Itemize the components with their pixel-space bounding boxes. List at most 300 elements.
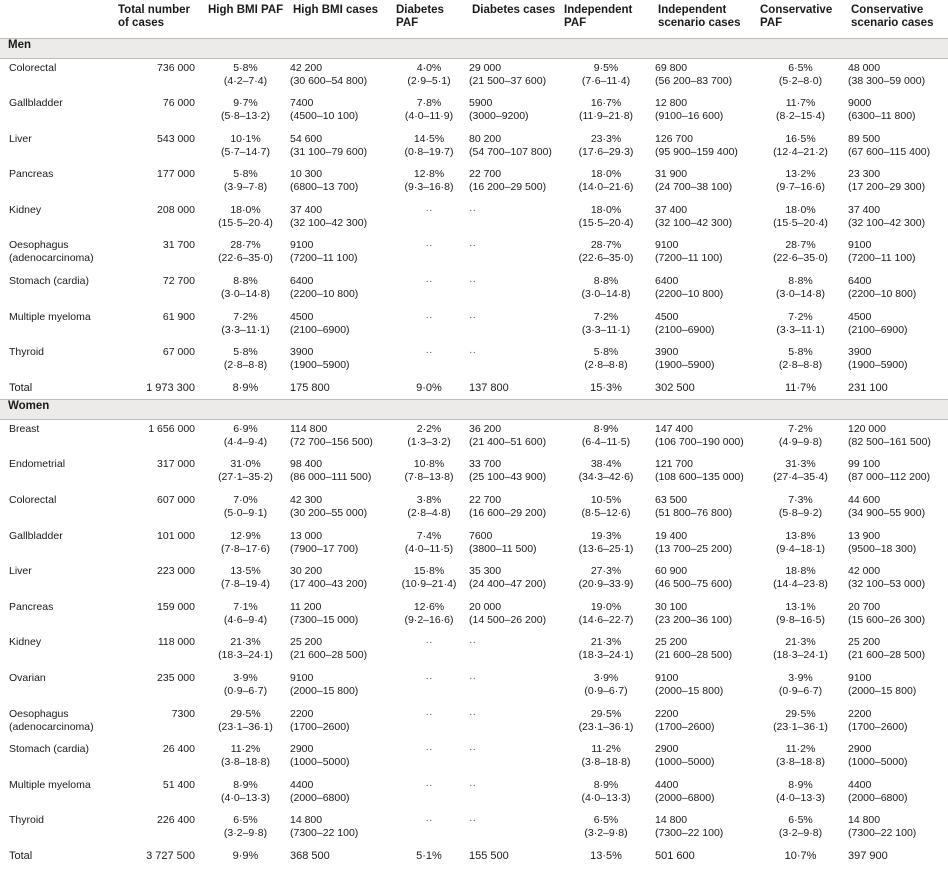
independent-cases-cell	[653, 669, 755, 705]
high-bmi-cases-cell	[288, 343, 391, 379]
header-independent-paf: Independent PAF	[564, 4, 633, 29]
total-cases-value: 543 000	[157, 132, 195, 145]
conservative-paf-value: 31·3%	[785, 458, 816, 471]
conservative-cases-value: 9100	[848, 672, 872, 684]
cancer-name-cell	[0, 527, 113, 563]
diabetes-paf-value: ··	[425, 672, 433, 684]
diabetes-cases-ci: (25 100–43 900)	[469, 471, 547, 484]
diabetes-paf-cell	[391, 201, 467, 237]
table-row	[0, 740, 948, 776]
conservative-cases-cell	[846, 343, 948, 379]
diabetes-cases-cell	[467, 308, 559, 344]
conservative-cases-ci: (2000–6800)	[848, 791, 908, 804]
cancer-name: Ovarian	[9, 672, 46, 684]
diabetes-cases-value: 36 200	[469, 423, 502, 436]
independent-cases-ci: (106 700–190 000)	[655, 436, 744, 449]
diabetes-cases-ci: (24 400–47 200)	[469, 578, 547, 591]
independent-cases-cell	[653, 776, 755, 812]
high-bmi-paf-cell	[203, 420, 288, 456]
independent-paf-value: 16·7%	[590, 97, 622, 110]
conservative-paf-ci: (5·2–8·0)	[778, 75, 823, 87]
diabetes-cases-value: ··	[469, 672, 476, 684]
independent-cases-value: 9100	[655, 672, 679, 684]
independent-cases-value: 4400	[655, 778, 679, 791]
total-cases-value: 226 400	[157, 814, 195, 827]
total-cases-value: 67 000	[162, 346, 195, 359]
conservative-paf-cell	[755, 633, 846, 669]
high-bmi-cases-cell	[288, 94, 391, 130]
conservative-paf-value: 28·7%	[785, 239, 816, 252]
total-independent-paf: 15·3%	[590, 381, 622, 394]
diabetes-cases-cell	[467, 455, 559, 491]
independent-cases-cell	[653, 562, 755, 598]
independent-paf-cell	[559, 308, 653, 344]
high-bmi-cases-cell	[288, 562, 391, 598]
high-bmi-paf-ci: (22·6–35·0)	[218, 252, 273, 265]
high-bmi-paf-ci: (7·8–17·6)	[220, 542, 271, 555]
diabetes-paf-value: 3·8%	[416, 494, 442, 507]
total-high-bmi-paf: 9·9%	[232, 849, 259, 862]
high-bmi-cases-cell	[288, 420, 391, 456]
high-bmi-cases-value: 98 400	[290, 458, 323, 471]
independent-cases-value: 4500	[655, 310, 679, 323]
diabetes-cases-cell	[467, 705, 559, 741]
high-bmi-paf-value: 8·8%	[233, 275, 258, 288]
total-cases-cell	[113, 491, 203, 527]
high-bmi-paf-cell	[203, 201, 288, 237]
total-cases-value: 26 400	[162, 743, 195, 756]
independent-cases-value: 3900	[655, 346, 679, 359]
high-bmi-cases-value: 4400	[290, 778, 314, 791]
total-diabetes-paf: 5·1%	[416, 849, 442, 862]
diabetes-paf-value: 15·8%	[413, 565, 445, 578]
high-bmi-paf-ci: (3·3–11·1)	[221, 323, 270, 336]
high-bmi-cases-cell	[288, 811, 391, 847]
high-bmi-cases-cell	[288, 633, 391, 669]
high-bmi-paf-ci: (3·9–7·8)	[223, 181, 268, 194]
independent-cases-cell	[653, 343, 755, 379]
diabetes-cases-cell	[467, 598, 559, 634]
independent-cases-cell	[653, 308, 755, 344]
total-cases-cell	[113, 201, 203, 237]
diabetes-cases-value: 80 200	[469, 132, 502, 145]
high-bmi-cases-value: 2200	[290, 707, 314, 720]
high-bmi-paf-value: 5·8%	[233, 62, 258, 74]
header-cancer	[0, 0, 113, 39]
high-bmi-cases-cell	[288, 669, 391, 705]
high-bmi-cases-cell	[288, 201, 391, 237]
conservative-cases-value: 89 500	[848, 132, 881, 145]
independent-cases-cell	[653, 705, 755, 741]
cancer-name: Oesophagus	[9, 239, 69, 252]
independent-paf-ci: (34·3–42·6)	[578, 471, 634, 484]
high-bmi-paf-value: 10·1%	[230, 132, 261, 145]
independent-cases-ci: (24 700–38 100)	[655, 181, 733, 194]
diabetes-cases-cell	[467, 633, 559, 669]
independent-cases-value: 12 800	[655, 97, 688, 110]
independent-cases-ci: (95 900–159 400)	[655, 145, 738, 158]
total-cases-value: 61 900	[162, 310, 195, 323]
conservative-cases-cell	[846, 598, 948, 634]
conservative-cases-value: 44 600	[848, 494, 881, 507]
cancer-name-cell	[0, 776, 113, 812]
diabetes-cases-value: ··	[469, 275, 476, 288]
cancer-name-cell	[0, 308, 113, 344]
independent-cases-cell	[653, 272, 755, 308]
total-conservative-paf: 11·7%	[785, 381, 816, 394]
high-bmi-cases-ci: (32 100–42 300)	[290, 216, 368, 229]
high-bmi-paf-value: 31·0%	[230, 458, 261, 471]
independent-paf-ci: (8·5–12·6)	[581, 507, 631, 520]
diabetes-cases-value: 29 000	[469, 62, 502, 74]
independent-paf-ci: (3·8–18·8)	[581, 756, 631, 769]
independent-cases-ci: (56 200–83 700)	[655, 75, 733, 87]
independent-paf-value: 9·5%	[593, 62, 619, 74]
diabetes-cases-value: 35 300	[469, 565, 502, 578]
high-bmi-paf-cell	[203, 130, 288, 166]
high-bmi-paf-value: 13·5%	[230, 565, 261, 578]
conservative-paf-value: 11·2%	[785, 743, 816, 756]
high-bmi-paf-cell	[203, 740, 288, 776]
conservative-cases-ci: (67 600–115 400)	[848, 145, 931, 158]
independent-paf-cell	[559, 165, 653, 201]
conservative-cases-cell	[846, 201, 948, 237]
table-row	[0, 811, 948, 847]
high-bmi-paf-cell	[203, 633, 288, 669]
conservative-cases-value: 120 000	[848, 423, 886, 436]
diabetes-paf-ci: (2·8–4·8)	[407, 507, 451, 520]
conservative-cases-cell	[846, 669, 948, 705]
independent-cases-ci: (21 600–28 500)	[655, 649, 733, 662]
total-cases-cell	[113, 420, 203, 456]
diabetes-cases-cell	[467, 59, 559, 95]
cancer-name-cell	[0, 811, 113, 847]
diabetes-paf-ci: (0·8–19·7)	[404, 145, 454, 158]
conservative-paf-cell	[755, 491, 846, 527]
diabetes-cases-value: ··	[469, 778, 476, 791]
independent-paf-ci: (2·8–8·8)	[584, 359, 628, 372]
conservative-paf-cell	[755, 308, 846, 344]
cancer-name: Colorectal	[9, 494, 57, 507]
high-bmi-cases-value: 54 600	[290, 132, 323, 145]
high-bmi-cases-value: 42 300	[290, 494, 323, 507]
diabetes-paf-cell	[391, 130, 467, 166]
independent-paf-cell	[559, 669, 653, 705]
high-bmi-paf-cell	[203, 669, 288, 705]
conservative-cases-ci: (1900–5900)	[848, 359, 908, 372]
cancer-name: Multiple myeloma	[9, 310, 91, 323]
conservative-cases-ci: (6300–11 800)	[848, 110, 916, 123]
diabetes-paf-ci: (7·8–13·8)	[404, 471, 454, 484]
diabetes-paf-ci: (1·3–3·2)	[407, 436, 451, 449]
conservative-cases-value: 9000	[848, 97, 872, 110]
conservative-cases-value: 2200	[848, 707, 872, 720]
conservative-paf-ci: (3·0–14·8)	[775, 288, 826, 301]
total-total-cases: 1 973 300	[146, 381, 195, 394]
independent-paf-ci: (14·6–22·7)	[578, 613, 634, 626]
diabetes-paf-value: ··	[425, 203, 433, 216]
total-cases-cell	[113, 598, 203, 634]
conservative-paf-value: 11·7%	[785, 97, 816, 110]
conservative-cases-ci: (9500–18 300)	[848, 542, 917, 555]
independent-cases-value: 2900	[655, 743, 679, 756]
diabetes-paf-cell	[391, 455, 467, 491]
high-bmi-paf-cell	[203, 236, 288, 272]
diabetes-paf-cell	[391, 705, 467, 741]
cancer-name-cell	[0, 455, 113, 491]
header-diabetes-paf: Diabetes PAF	[396, 4, 444, 29]
independent-paf-ci: (15·5–20·4)	[578, 216, 634, 229]
high-bmi-paf-ci: (27·1–35·2)	[218, 471, 273, 484]
diabetes-paf-cell	[391, 94, 467, 130]
cancer-name: Thyroid	[9, 346, 45, 359]
total-independent-cases: 501 600	[655, 849, 695, 862]
high-bmi-cases-cell	[288, 740, 391, 776]
independent-cases-value: 6400	[655, 275, 679, 288]
cancer-name: Breast	[9, 423, 40, 436]
total-high-bmi-cases: 175 800	[290, 381, 330, 394]
total-cases-cell	[113, 669, 203, 705]
diabetes-paf-cell	[391, 740, 467, 776]
high-bmi-paf-value: 5·8%	[233, 168, 258, 181]
conservative-cases-cell	[846, 165, 948, 201]
conservative-paf-value: 8·8%	[788, 275, 813, 288]
high-bmi-paf-ci: (5·0–9·1)	[223, 507, 268, 520]
independent-paf-value: 8·9%	[593, 778, 619, 791]
independent-paf-ci: (14·0–21·6)	[578, 181, 634, 194]
conservative-cases-ci: (2100–6900)	[848, 323, 908, 336]
cancer-name-cell	[0, 236, 113, 272]
high-bmi-cases-value: 7400	[290, 97, 314, 110]
total-cases-cell	[113, 455, 203, 491]
high-bmi-cases-cell	[288, 59, 391, 95]
conservative-paf-cell	[755, 201, 846, 237]
independent-cases-ci: (13 700–25 200)	[655, 542, 733, 555]
high-bmi-cases-cell	[288, 455, 391, 491]
diabetes-paf-cell	[391, 420, 467, 456]
cancer-name: Kidney	[9, 636, 42, 649]
high-bmi-paf-value: 3·9%	[233, 672, 258, 684]
high-bmi-paf-value: 18·0%	[230, 203, 261, 216]
table-row	[0, 776, 948, 812]
total-cases-cell	[113, 705, 203, 741]
high-bmi-cases-cell	[288, 308, 391, 344]
high-bmi-paf-value: 9·7%	[233, 97, 258, 110]
conservative-paf-value: 7·3%	[788, 494, 813, 507]
independent-paf-cell	[559, 272, 653, 308]
cancer-name-cell	[0, 272, 113, 308]
conservative-paf-ci: (27·4–35·4)	[773, 471, 828, 484]
high-bmi-cases-ci: (17 400–43 200)	[290, 578, 368, 591]
conservative-cases-ci: (15 600–26 300)	[848, 613, 926, 626]
conservative-paf-cell	[755, 236, 846, 272]
high-bmi-cases-ci: (1000–5000)	[290, 756, 350, 769]
high-bmi-cases-ci: (1700–2600)	[290, 720, 350, 733]
independent-paf-cell	[559, 94, 653, 130]
conservative-cases-cell	[846, 633, 948, 669]
conservative-paf-ci: (14·4–23·8)	[773, 578, 828, 591]
diabetes-paf-value: 2·2%	[416, 423, 442, 436]
independent-cases-ci: (1700–2600)	[655, 720, 715, 733]
high-bmi-cases-value: 2900	[290, 743, 314, 756]
conservative-paf-cell	[755, 420, 846, 456]
table-row	[0, 272, 948, 308]
total-cases-value: 31 700	[162, 239, 195, 252]
high-bmi-paf-ci: (3·0–14·8)	[220, 288, 271, 301]
cancer-name: Colorectal	[9, 62, 57, 74]
diabetes-paf-value: ··	[425, 778, 433, 791]
conservative-cases-ci: (87 000–112 200)	[848, 471, 931, 484]
independent-cases-cell	[653, 236, 755, 272]
independent-paf-ci: (22·6–35·0)	[578, 252, 634, 265]
diabetes-cases-cell	[467, 740, 559, 776]
diabetes-paf-ci: (4·0–11·9)	[404, 110, 454, 123]
high-bmi-paf-cell	[203, 165, 288, 201]
diabetes-cases-cell	[467, 420, 559, 456]
independent-paf-ci: (20·9–33·9)	[578, 578, 634, 591]
total-diabetes-cases: 137 800	[469, 381, 509, 394]
high-bmi-paf-ci: (7·8–19·4)	[220, 578, 271, 591]
diabetes-cases-value: 5900	[469, 97, 493, 110]
independent-paf-cell	[559, 130, 653, 166]
cancer-name-cell	[0, 94, 113, 130]
high-bmi-paf-cell	[203, 94, 288, 130]
table-row	[0, 598, 948, 634]
conservative-cases-ci: (7300–22 100)	[848, 827, 917, 840]
total-cases-cell	[113, 633, 203, 669]
section-title: Men	[0, 39, 948, 59]
diabetes-paf-ci: (9·2–16·6)	[404, 613, 454, 626]
conservative-cases-cell	[846, 236, 948, 272]
diabetes-cases-ci: (16 200–29 500)	[469, 181, 547, 194]
diabetes-paf-value: 12·8%	[413, 168, 445, 181]
conservative-cases-ci: (32 100–42 300)	[848, 216, 926, 229]
independent-cases-ci: (46 500–75 600)	[655, 578, 733, 591]
conservative-paf-value: 8·9%	[788, 778, 813, 791]
conservative-paf-ci: (3·8–18·8)	[775, 756, 826, 769]
independent-cases-ci: (7300–22 100)	[655, 827, 724, 840]
table-row	[0, 308, 948, 344]
conservative-cases-ci: (17 200–29 300)	[848, 181, 926, 194]
diabetes-cases-cell	[467, 130, 559, 166]
independent-paf-cell	[559, 776, 653, 812]
independent-paf-cell	[559, 59, 653, 95]
independent-paf-ci: (4·0–13·3)	[581, 791, 631, 804]
diabetes-paf-cell	[391, 527, 467, 563]
high-bmi-paf-value: 11·2%	[230, 743, 261, 756]
cancer-name-cell	[0, 165, 113, 201]
conservative-paf-ci: (4·9–9·8)	[778, 436, 823, 449]
total-row	[0, 847, 948, 868]
independent-paf-value: 23·3%	[590, 132, 622, 145]
high-bmi-cases-ci: (30 600–54 800)	[290, 75, 368, 87]
cancer-name: Liver	[9, 565, 32, 578]
diabetes-paf-cell	[391, 272, 467, 308]
header-diabetes-cases: Diabetes cases	[472, 4, 556, 16]
conservative-paf-value: 18·0%	[785, 203, 816, 216]
total-row	[0, 379, 948, 400]
diabetes-paf-cell	[391, 562, 467, 598]
independent-cases-ci: (2000–6800)	[655, 791, 715, 804]
independent-paf-value: 27·3%	[590, 565, 622, 578]
independent-cases-ci: (2000–15 800)	[655, 685, 724, 697]
cancer-name-cell	[0, 201, 113, 237]
table-row	[0, 705, 948, 741]
conservative-paf-ci: (22·6–35·0)	[773, 252, 828, 265]
total-cases-value: 159 000	[157, 600, 195, 613]
conservative-paf-value: 13·8%	[785, 529, 816, 542]
conservative-paf-ci: (9·4–18·1)	[775, 542, 826, 555]
high-bmi-paf-cell	[203, 527, 288, 563]
high-bmi-paf-ci: (4·6–9·4)	[223, 613, 268, 626]
cancer-name: Pancreas	[9, 600, 54, 613]
table-row	[0, 455, 948, 491]
independent-paf-value: 10·5%	[590, 494, 622, 507]
conservative-cases-value: 9100	[848, 239, 872, 252]
diabetes-paf-cell	[391, 343, 467, 379]
independent-paf-cell	[559, 705, 653, 741]
diabetes-cases-ci: (3800–11 500)	[469, 542, 537, 555]
total-cases-cell	[113, 236, 203, 272]
high-bmi-cases-cell	[288, 165, 391, 201]
independent-paf-cell	[559, 455, 653, 491]
conservative-cases-value: 13 900	[848, 529, 881, 542]
conservative-cases-value: 4400	[848, 778, 872, 791]
high-bmi-cases-value: 3900	[290, 346, 314, 359]
diabetes-cases-cell	[467, 343, 559, 379]
conservative-paf-ci: (4·0–13·3)	[775, 791, 826, 804]
independent-paf-ci: (0·9–6·7)	[584, 685, 628, 697]
independent-cases-cell	[653, 811, 755, 847]
table-row	[0, 94, 948, 130]
total-cases-cell	[113, 165, 203, 201]
diabetes-cases-cell	[467, 669, 559, 705]
high-bmi-cases-value: 14 800	[290, 814, 323, 827]
total-independent-cases: 302 500	[655, 381, 695, 394]
conservative-cases-value: 23 300	[848, 168, 881, 181]
high-bmi-paf-cell	[203, 491, 288, 527]
conservative-paf-cell	[755, 740, 846, 776]
diabetes-cases-value: 22 700	[469, 494, 502, 507]
independent-cases-value: 30 100	[655, 600, 688, 613]
table-body	[0, 39, 948, 868]
conservative-cases-value: 3900	[848, 346, 872, 359]
high-bmi-cases-value: 25 200	[290, 636, 323, 649]
cancer-name-cell	[0, 669, 113, 705]
conservative-paf-value: 7·2%	[788, 423, 813, 436]
total-cases-value: 177 000	[157, 168, 195, 181]
independent-paf-ci: (18·3–24·1)	[578, 649, 634, 662]
total-total-cases: 3 727 500	[146, 849, 195, 862]
independent-paf-cell	[559, 420, 653, 456]
conservative-cases-ci: (1700–2600)	[848, 720, 908, 733]
conservative-cases-value: 20 700	[848, 600, 881, 613]
diabetes-cases-value: 22 700	[469, 168, 502, 181]
total-cases-cell	[113, 59, 203, 95]
diabetes-cases-cell	[467, 562, 559, 598]
cancer-name-cell	[0, 633, 113, 669]
diabetes-paf-value: ··	[425, 814, 433, 827]
independent-cases-cell	[653, 130, 755, 166]
high-bmi-cases-ci: (6800–13 700)	[290, 181, 359, 194]
independent-paf-value: 6·5%	[593, 814, 619, 827]
conservative-paf-cell	[755, 562, 846, 598]
high-bmi-cases-ci: (30 200–55 000)	[290, 507, 368, 520]
independent-paf-ci: (17·6–29·3)	[578, 145, 634, 158]
cancer-name: Stomach (cardia)	[9, 743, 89, 756]
independent-cases-value: 19 400	[655, 529, 688, 542]
high-bmi-paf-ci: (4·2–7·4)	[223, 75, 268, 87]
